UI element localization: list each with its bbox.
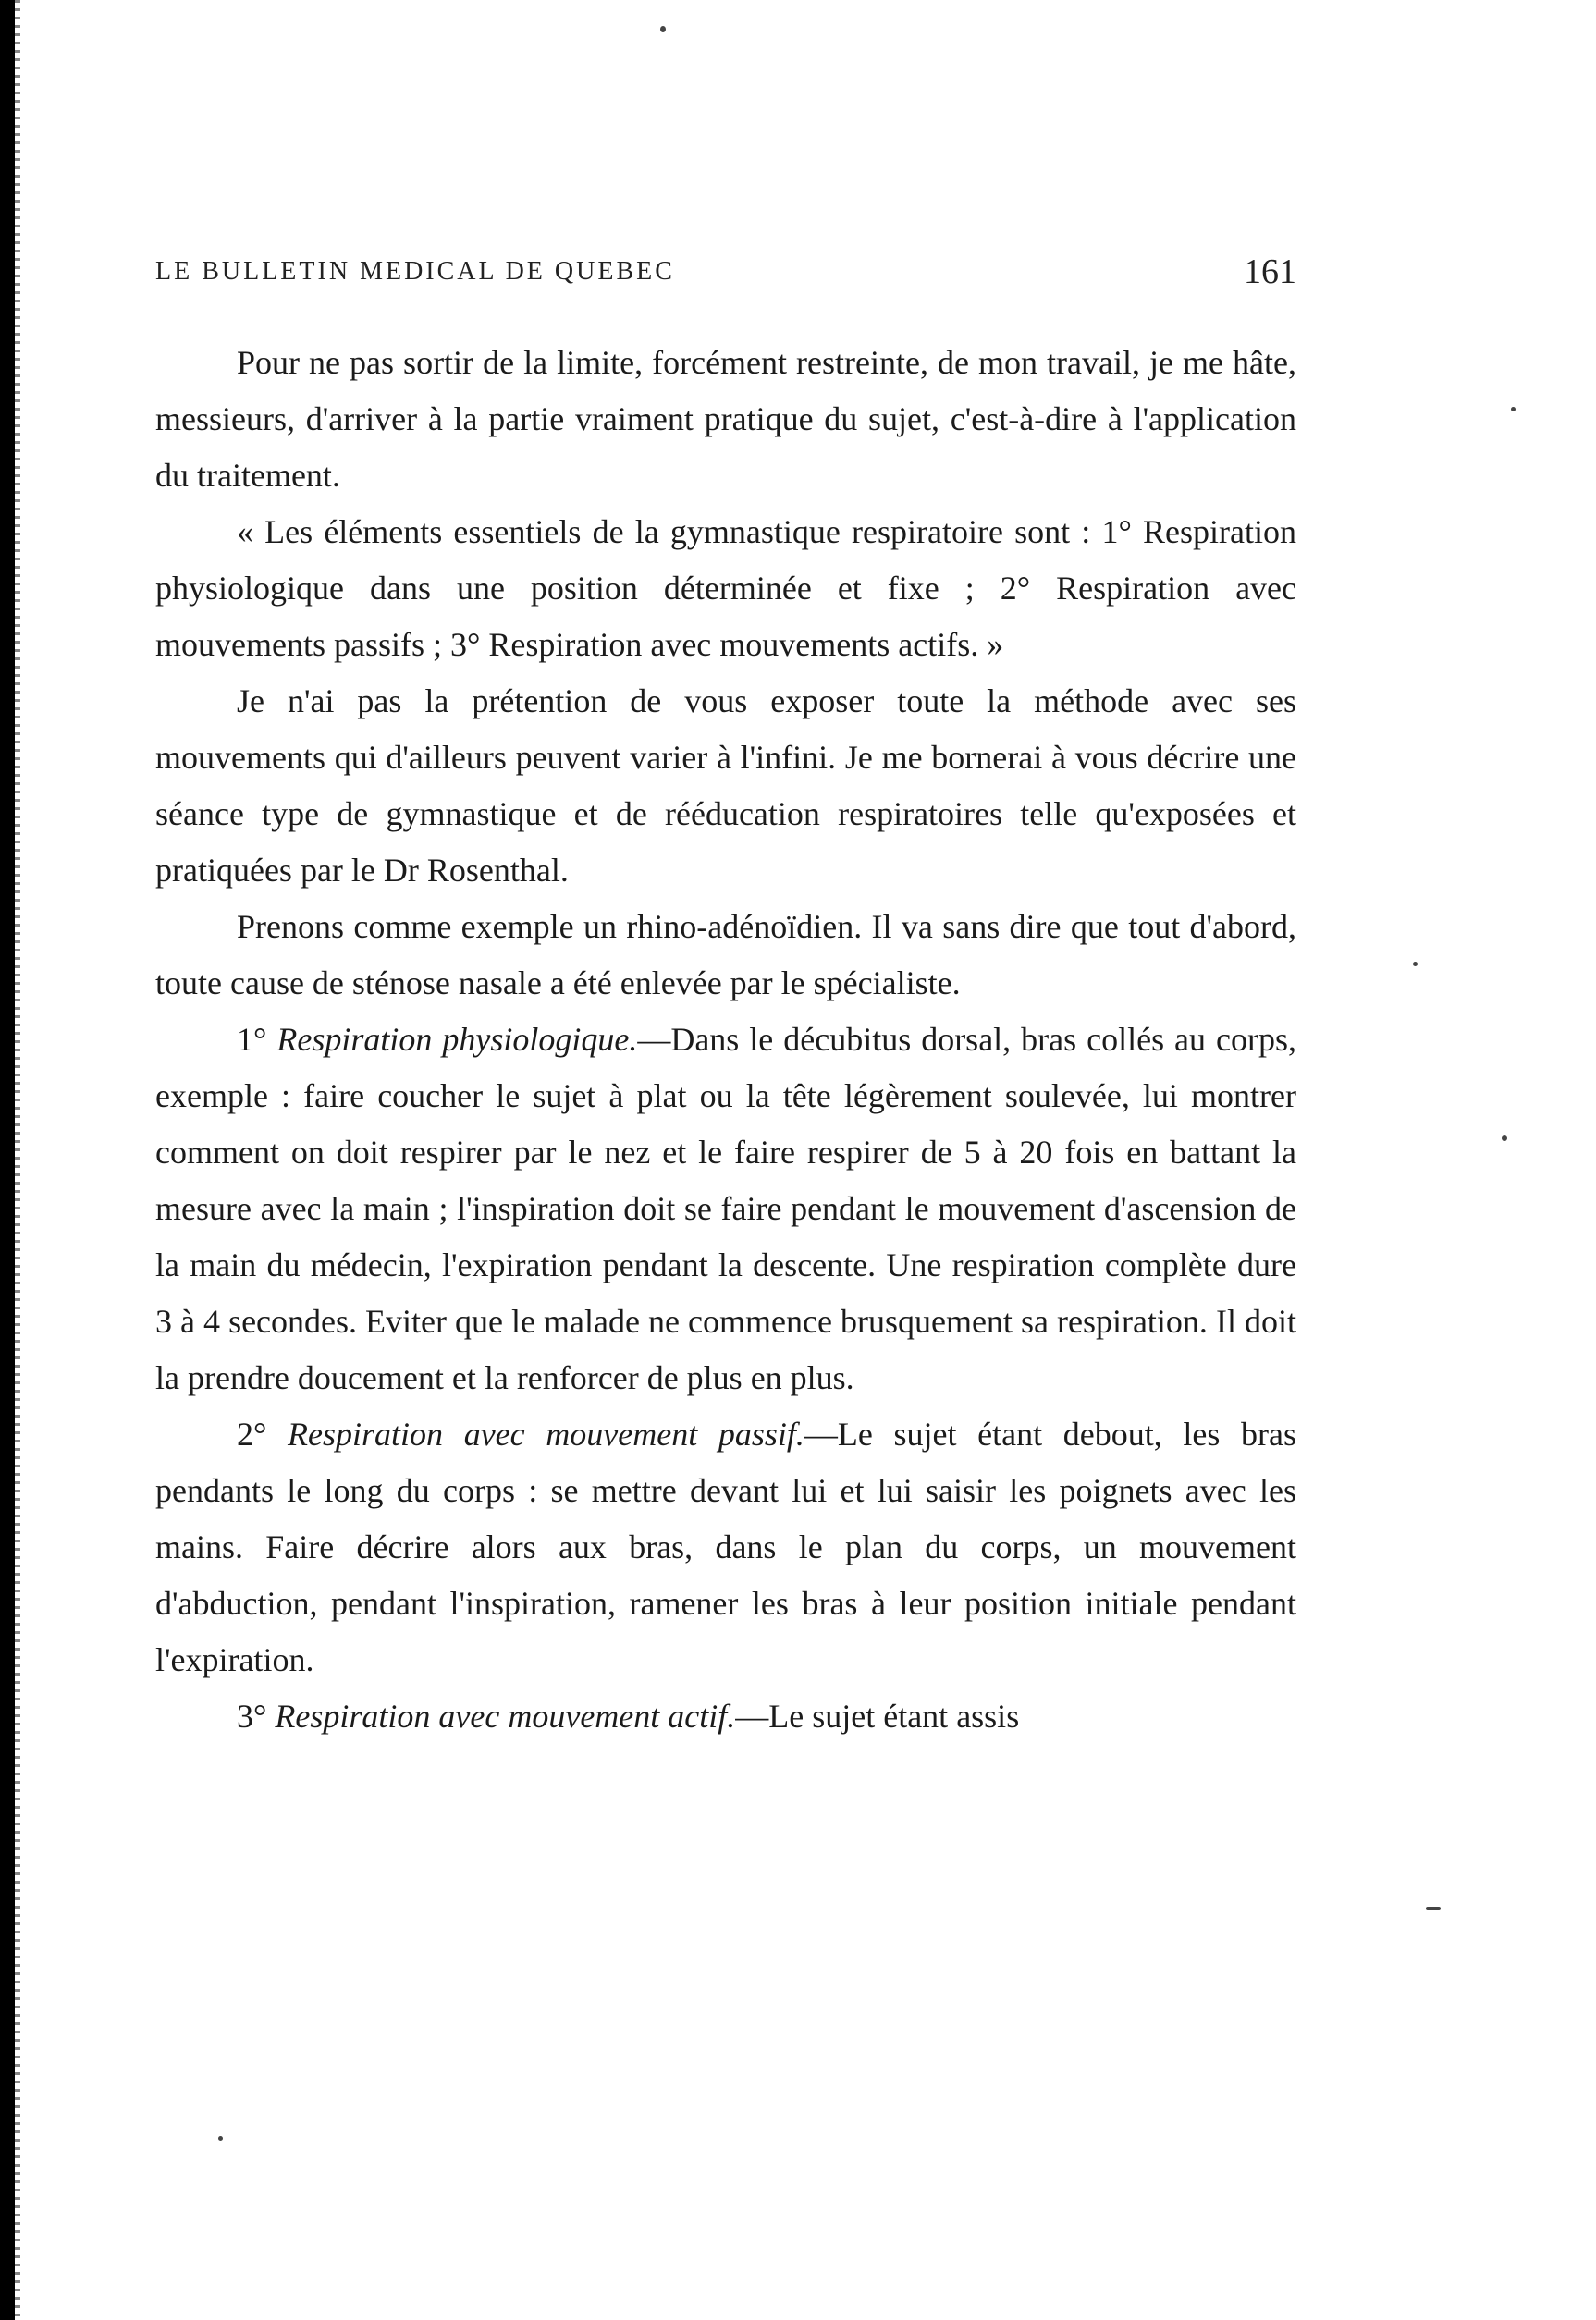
print-speck (1502, 1135, 1507, 1141)
paragraph-text: Pour ne pas sortir de la limite, forcément restreinte, de mon travail, je me hâte, messieurs, d'arriver à la partie vraiment pratique du sujet, c'est-à-dire à l'application du traitement. (155, 344, 1296, 494)
section-number: 2° (237, 1416, 289, 1453)
section-heading: Respiration avec mouvement actif. (275, 1698, 736, 1735)
paragraph (155, 504, 1296, 673)
page-header (155, 252, 1296, 298)
paragraph (155, 673, 1296, 899)
paragraph-text: Prenons comme exemple un rhino-adénoïdien. Il va sans dire que tout d'abord, toute cause de sténose nasale a été enlevée par le spécialiste. (155, 908, 1296, 1001)
section-paragraph (155, 1012, 1296, 1406)
section-paragraph (155, 1688, 1296, 1745)
print-speck (1511, 407, 1516, 411)
print-speck (218, 2136, 223, 2141)
page-number: 161 (1244, 252, 1296, 291)
section-paragraph (155, 1406, 1296, 1688)
paragraph-text: —Dans le décubitus dorsal, bras collés au corps, exemple : faire coucher le sujet à plat ou la tête légèrement soulevée, lui montrer comment on doit respirer par le nez et le faire respirer de 5 à 20 fois en battant la mesure avec la main ; l'inspiration doit se faire pendant le mouvement d'ascension de la main du médecin, l'expiration pendant la descente. Une respiration complète dure 3 à 4 secondes. Eviter que le malade ne commence brusquement sa respiration. Il doit la prendre doucement et la renforcer de plus en plus. (155, 1021, 1296, 1396)
paragraph-text: —Le sujet étant assis (735, 1698, 1020, 1735)
print-speck (1413, 962, 1418, 966)
paragraph (155, 899, 1296, 1012)
section-heading: Respiration physiologique. (276, 1021, 638, 1058)
body-text (155, 335, 1296, 1745)
binding-edge-texture (15, 0, 20, 2320)
paragraph-text: Je n'ai pas la prétention de vous exposer toute la méthode avec ses mouvements qui d'ailleurs peuvent varier à l'infini. Je me bornerai à vous décrire une séance type de gymnastique et de rééducation respiratoires telle qu'exposées et pratiquées par le Dr Rosenthal. (155, 682, 1296, 889)
running-title: LE BULLETIN MEDICAL DE QUEBEC (155, 257, 675, 286)
print-speck (1426, 1907, 1441, 1910)
paragraph-text: « Les éléments essentiels de la gymnastique respiratoire sont : 1° Respiration physiologique dans une position déterminée et fixe ; 2° Respiration avec mouvements passifs ; 3° Respiration avec mouvements actifs. » (155, 513, 1296, 663)
print-speck (660, 26, 666, 32)
section-number: 3° (237, 1698, 276, 1735)
paragraph-text: —Le sujet étant debout, les bras pendants le long du corps : se mettre devant lui et lui saisir les poignets avec les mains. Faire décrire alors aux bras, dans le plan du corps, un mouvement d'abduction, pendant l'inspiration, ramener les bras à leur position initiale pendant l'expiration. (155, 1416, 1296, 1678)
binding-shadow (0, 0, 15, 2320)
section-number: 1° (237, 1021, 277, 1058)
paragraph (155, 335, 1296, 504)
section-heading: Respiration avec mouvement passif. (288, 1416, 804, 1453)
